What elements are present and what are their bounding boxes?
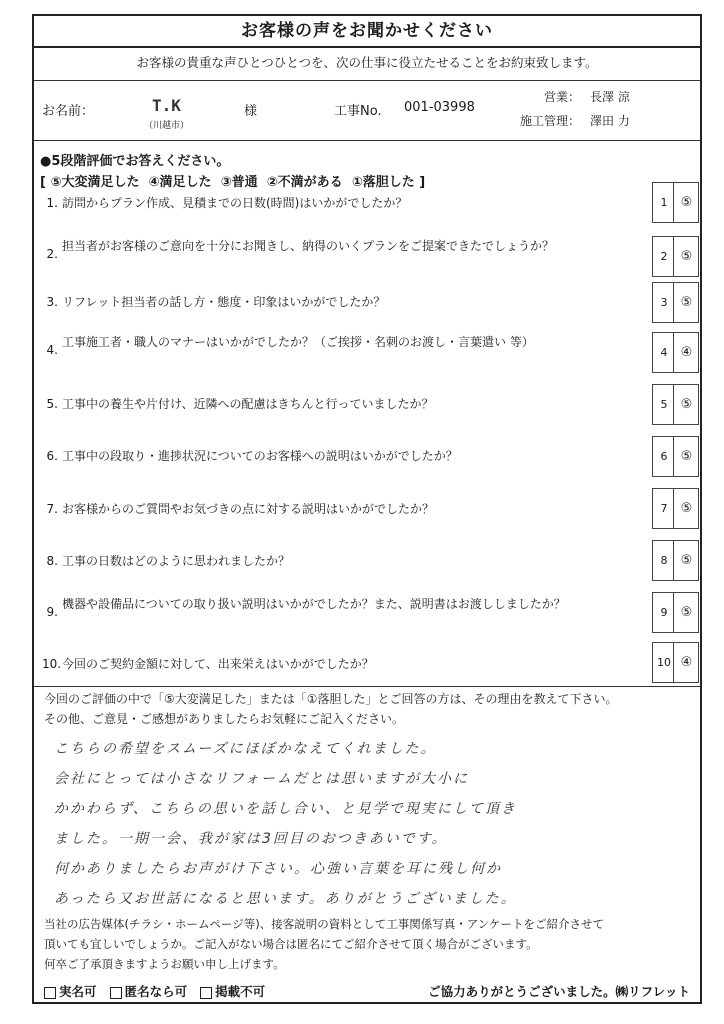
real-name-checkbox[interactable] [44,987,56,999]
question-number: 10. [42,657,62,671]
answer-mark: ⑤ [680,449,693,464]
name-label: お名前： [42,104,95,119]
comment-line: あったら又お世話になると思います。ありがとうございました。 [54,891,517,907]
answer-mark: ⑤ [680,397,693,412]
sales-person: 長澤 涼 [590,90,630,104]
question-number: 5. [46,397,58,411]
question-number: 4. [46,343,58,357]
box-number: 8 [655,541,674,580]
question-text: 担当者がお客様のご意向を十分にお聞きし、納得のいくプランをご提案できたでしょうか？ [62,239,555,253]
question-text: 工事の日数はどのように思われましたか？ [62,554,291,568]
customer-name: T.K [152,96,181,115]
answer-mark: ⑤ [680,501,693,516]
box-number: 9 [655,593,674,632]
question-text: 工事中の段取り・進捗状況についてのお客様への説明はいかがでしたか？ [62,449,458,463]
box-number: 7 [655,489,674,528]
form-subtitle: お客様の貴重な声ひとつひとつを、次の仕事に役立たせることをお約束致します。 [34,46,700,81]
manager-label: 施工管理： [520,114,581,128]
job-number-label: 工事No. [334,104,382,119]
consent-text-2: 頂いても宜しいでしょうか。ご記入がない場合は匿名にてご紹介させて頂く場合がございます。 [44,937,538,951]
honorific: 様 [244,104,258,119]
anonymous-label: 匿名なら可 [124,984,188,999]
question-number: 7. [46,502,58,516]
question-number: 2. [46,247,58,261]
rating-instructions: ●5段階評価でお答えください。 [40,154,230,169]
no-publish-checkbox[interactable] [200,987,212,999]
box-number: 4 [655,333,674,372]
question-text: 今回のご契約金額に対して、出来栄えはいかがでしたか？ [62,657,374,671]
question-number: 1. [46,196,58,210]
answer-mark: ④ [680,345,693,360]
box-number: 6 [655,437,674,476]
question-text: 訪問からプラン作成、見積までの日数(時間)はいかがでしたか？ [62,196,408,210]
comment-line: かかわらず、こちらの思いを話し合い、と見学で現実にして頂き [54,801,517,817]
question-number: 8. [46,554,58,568]
answer-box-1 [652,182,699,223]
answer-mark: ⑤ [680,249,693,264]
sales-label: 営業： [544,90,581,104]
thanks-message: ご協力ありがとうございました。㈱リフレット [428,984,690,999]
answer-box-4 [652,332,699,373]
answer-mark: ⑤ [680,295,693,310]
box-number: 3 [655,283,674,322]
box-number: 1 [655,183,674,222]
customer-info [34,80,700,141]
comment-instructions-1: 今回のご評価の中で「⑤大変満足した」または「①落胆した」とご回答の方は、その理由を教えて下さい。 [44,692,618,706]
answer-mark: ⑤ [680,195,693,210]
answer-box-8 [652,540,699,581]
question-text: お客様からのご質問やお気づきの点に対する説明はいかがでしたか？ [62,502,435,516]
question-number: 9. [46,605,58,619]
question-number: 3. [46,295,58,309]
question-text: 工事施工者・職人のマナーはいかがでしたか？（ご挨拶・名刺のお渡し・言葉遣い 等） [62,335,534,349]
box-number: 2 [655,237,674,276]
form-title: お客様の声をお聞かせください [34,16,700,48]
consent-text-1: 当社の広告媒体(チラシ・ホームページ等)、接客説明の資料として工事関係写真・アンケートをご紹介させて [44,917,605,931]
survey-sheet [32,14,702,1004]
comment-instructions-2: その他、ご意見・ご感想がありましたらお気軽にご記入ください。 [44,712,405,726]
rating-scale: [ ⑤大変満足した ④満足した ③普通 ②不満がある ①落胆した ] [40,175,426,190]
answer-mark: ④ [680,655,693,670]
real-name-label: 実名可 [59,984,97,999]
answer-box-3 [652,282,699,323]
question-text: 機器や設備品についての取り扱い説明はいかがでしたか？また、説明書はお渡ししましたか？ [62,597,566,611]
answer-box-10 [652,642,699,683]
answer-box-2 [652,236,699,277]
consent-text-3: 何卒ご了承頂きますようお願い申し上げます。 [44,957,285,971]
comment-line: 何かありましたらお声がけ下さい。心強い言葉を耳に残し何か [54,861,502,877]
question-number: 6. [46,449,58,463]
section-divider [34,686,700,687]
answer-mark: ⑤ [680,553,693,568]
question-text: リフレット担当者の話し方・態度・印象はいかがでしたか？ [62,295,386,309]
box-number: 10 [655,643,674,682]
box-number: 5 [655,385,674,424]
comment-line: ました。一期一会、我が家は3回目のおつきあいです。 [54,831,448,847]
answer-box-6 [652,436,699,477]
construction-manager: 澤田 力 [590,114,630,128]
answer-mark: ⑤ [680,605,693,620]
answer-box-7 [652,488,699,529]
question-text: 工事中の養生や片付け、近隣への配慮はきちんと行っていましたか？ [62,397,434,411]
job-number: 001-03998 [404,100,475,115]
comment-line: こちらの希望をスムーズにほぼかなえてくれました。 [54,741,437,757]
anonymous-checkbox[interactable] [110,987,122,999]
no-publish-label: 掲載不可 [215,984,266,999]
answer-box-9 [652,592,699,633]
comment-line: 会社にとっては小さなリフォームだとは思いますが大小に [54,771,470,787]
consent-options [44,982,265,1000]
customer-city: （川越市） [144,121,190,131]
answer-box-5 [652,384,699,425]
